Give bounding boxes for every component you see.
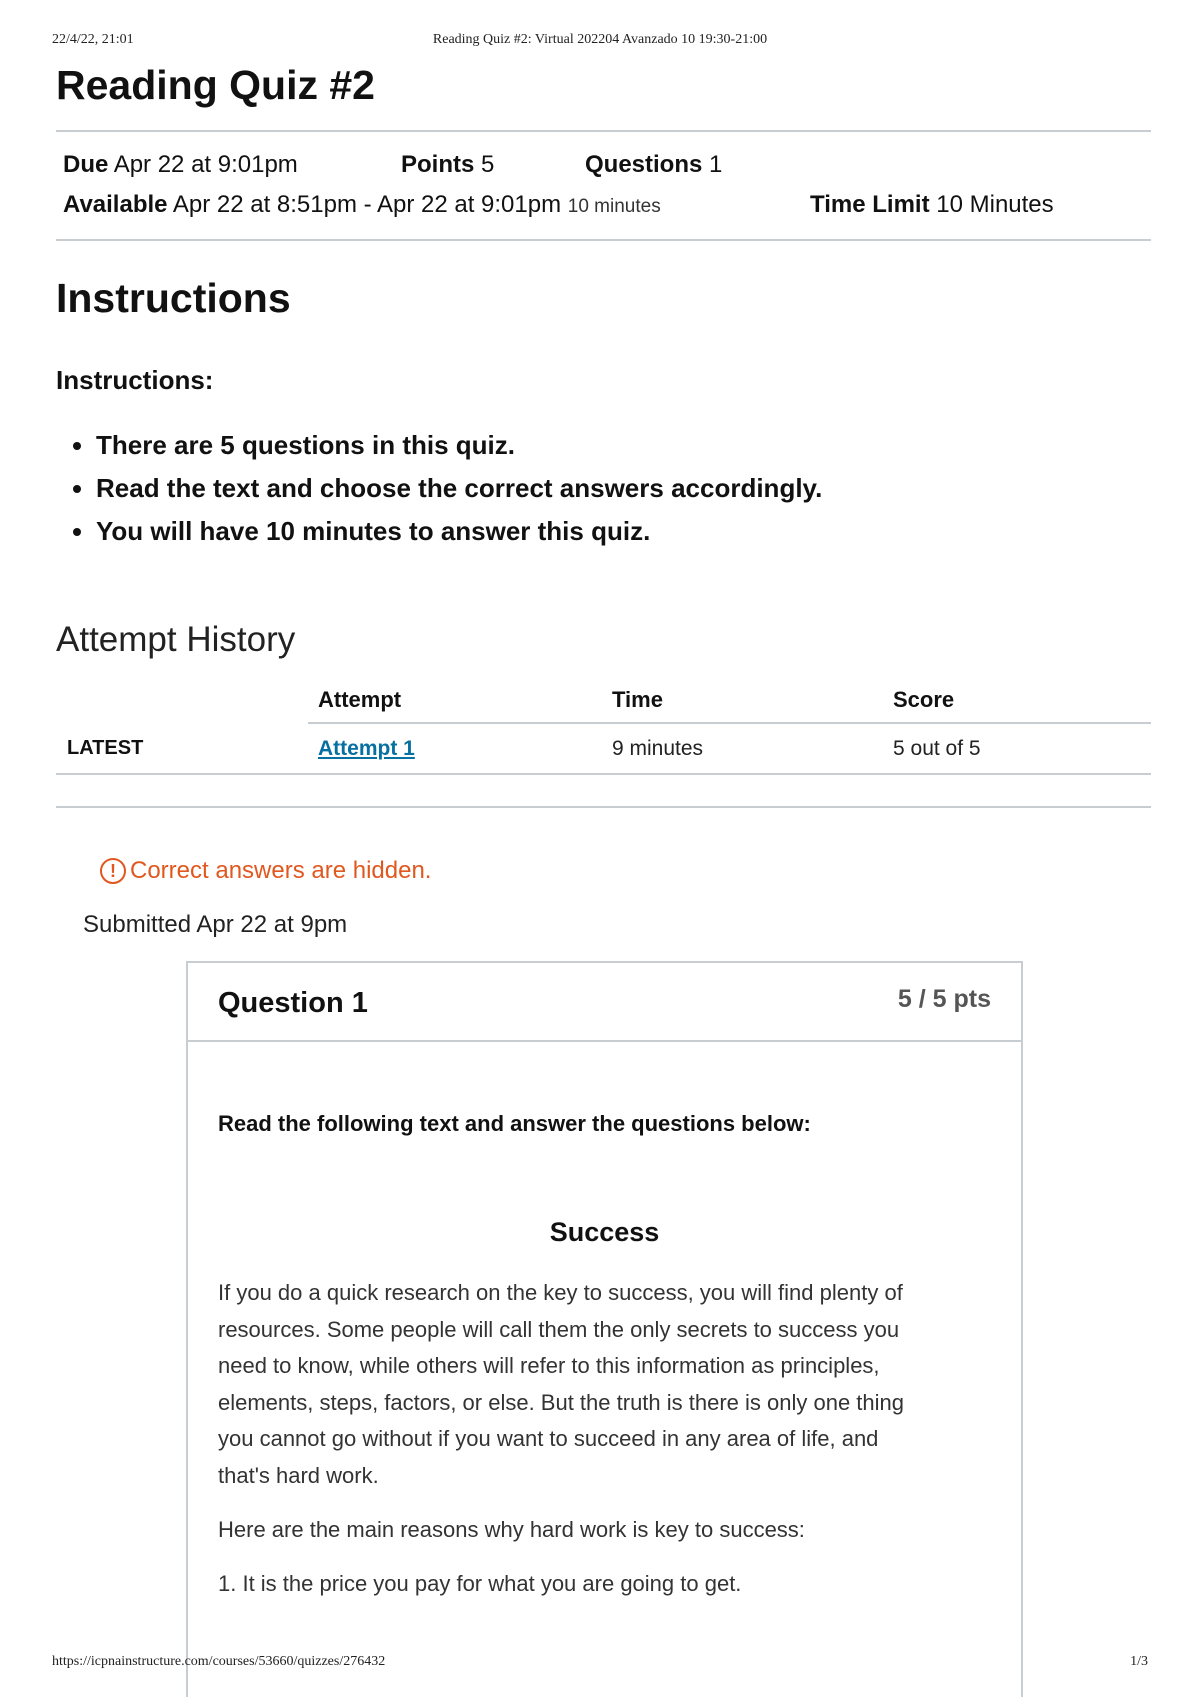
reading-line: elements, steps, factors, or else. But the truth is there is only one thing	[218, 1389, 905, 1415]
available-duration: 10 minutes	[567, 196, 661, 217]
attempt-history-heading: Attempt History	[56, 620, 296, 659]
column-header-score: Score	[893, 687, 955, 712]
reading-line: If you do a quick research on the key to success, you will find plenty of	[218, 1280, 903, 1305]
submitted-timestamp: Submitted Apr 22 at 9pm	[83, 911, 348, 938]
time-limit-value: 10 Minutes	[936, 191, 1054, 218]
due-value: Apr 22 at 9:01pm	[113, 151, 298, 178]
available-value: Apr 22 at 8:51pm - Apr 22 at 9:01pm	[172, 191, 562, 218]
instructions-list	[96, 424, 822, 553]
divider	[56, 239, 1151, 241]
available-meta	[63, 191, 661, 219]
page-title: Reading Quiz #2	[56, 62, 375, 108]
questions-meta	[585, 151, 722, 179]
due-label: Due	[63, 151, 109, 178]
reading-paragraph	[218, 1275, 978, 1494]
print-footer	[52, 1654, 1148, 1674]
available-label: Available	[63, 191, 168, 218]
column-header-time: Time	[612, 687, 663, 712]
questions-label: Questions	[585, 151, 703, 178]
time-limit-label: Time Limit	[810, 191, 930, 218]
table-header-divider	[308, 722, 1151, 724]
divider	[56, 130, 1151, 132]
instructions-heading: Instructions	[56, 275, 291, 321]
time-limit-meta	[810, 191, 1054, 219]
points-value: 5	[481, 151, 495, 178]
correct-answers-hidden-notice	[100, 857, 431, 885]
table-row-divider	[56, 773, 1151, 775]
attempt-time: 9 minutes	[612, 737, 704, 760]
list-item: • You will have 10 minutes to answer this quiz.	[96, 510, 822, 553]
print-page-title: Reading Quiz #2: Virtual 202204 Avanzado 10 19:30-21:00	[432, 32, 768, 47]
print-page-number: 1/3	[1130, 1654, 1148, 1669]
question-prompt: Read the following text and answer the questions below:	[218, 1111, 811, 1136]
reading-title: Success	[549, 1217, 660, 1247]
print-url: https://icpnainstructure.com/courses/53660/quizzes/276432	[52, 1654, 386, 1669]
quiz-meta-row-1	[63, 151, 298, 179]
reading-line: you cannot go without if you want to succeed in any area of life, and	[218, 1426, 879, 1451]
reading-list-item: 1. It is the price you pay for what you are going to get.	[218, 1571, 742, 1596]
divider	[56, 806, 1151, 808]
attempt-score: 5 out of 5	[893, 737, 981, 760]
instructions-subheading: Instructions:	[56, 365, 214, 395]
print-date: 22/4/22, 21:01	[52, 32, 134, 47]
attempt-1-link[interactable]: Attempt 1	[318, 737, 415, 760]
question-title: Question 1	[218, 987, 368, 1019]
list-item: • Read the text and choose the correct answers accordingly.	[96, 467, 822, 510]
attempt-row-label: LATEST	[67, 737, 144, 759]
column-header-attempt: Attempt	[318, 687, 402, 712]
points-meta	[401, 151, 494, 179]
question-header	[188, 963, 1021, 1042]
question-points: 5 / 5 pts	[897, 985, 991, 1013]
reading-line: that's hard work.	[218, 1462, 379, 1488]
reading-line: need to know, while others will refer to this information as principles,	[218, 1353, 880, 1378]
reading-paragraph-2: Here are the main reasons why hard work is key to success:	[218, 1517, 805, 1542]
reading-line: resources. Some people will call them the only secrets to success you	[218, 1316, 900, 1342]
list-item: • There are 5 questions in this quiz.	[96, 424, 822, 467]
question-card	[186, 961, 1023, 1697]
points-label: Points	[401, 151, 475, 178]
print-header	[52, 32, 1148, 52]
exclamation-circle-icon: !	[100, 858, 126, 884]
questions-value: 1	[709, 151, 723, 178]
notice-text: Correct answers are hidden.	[130, 857, 432, 884]
